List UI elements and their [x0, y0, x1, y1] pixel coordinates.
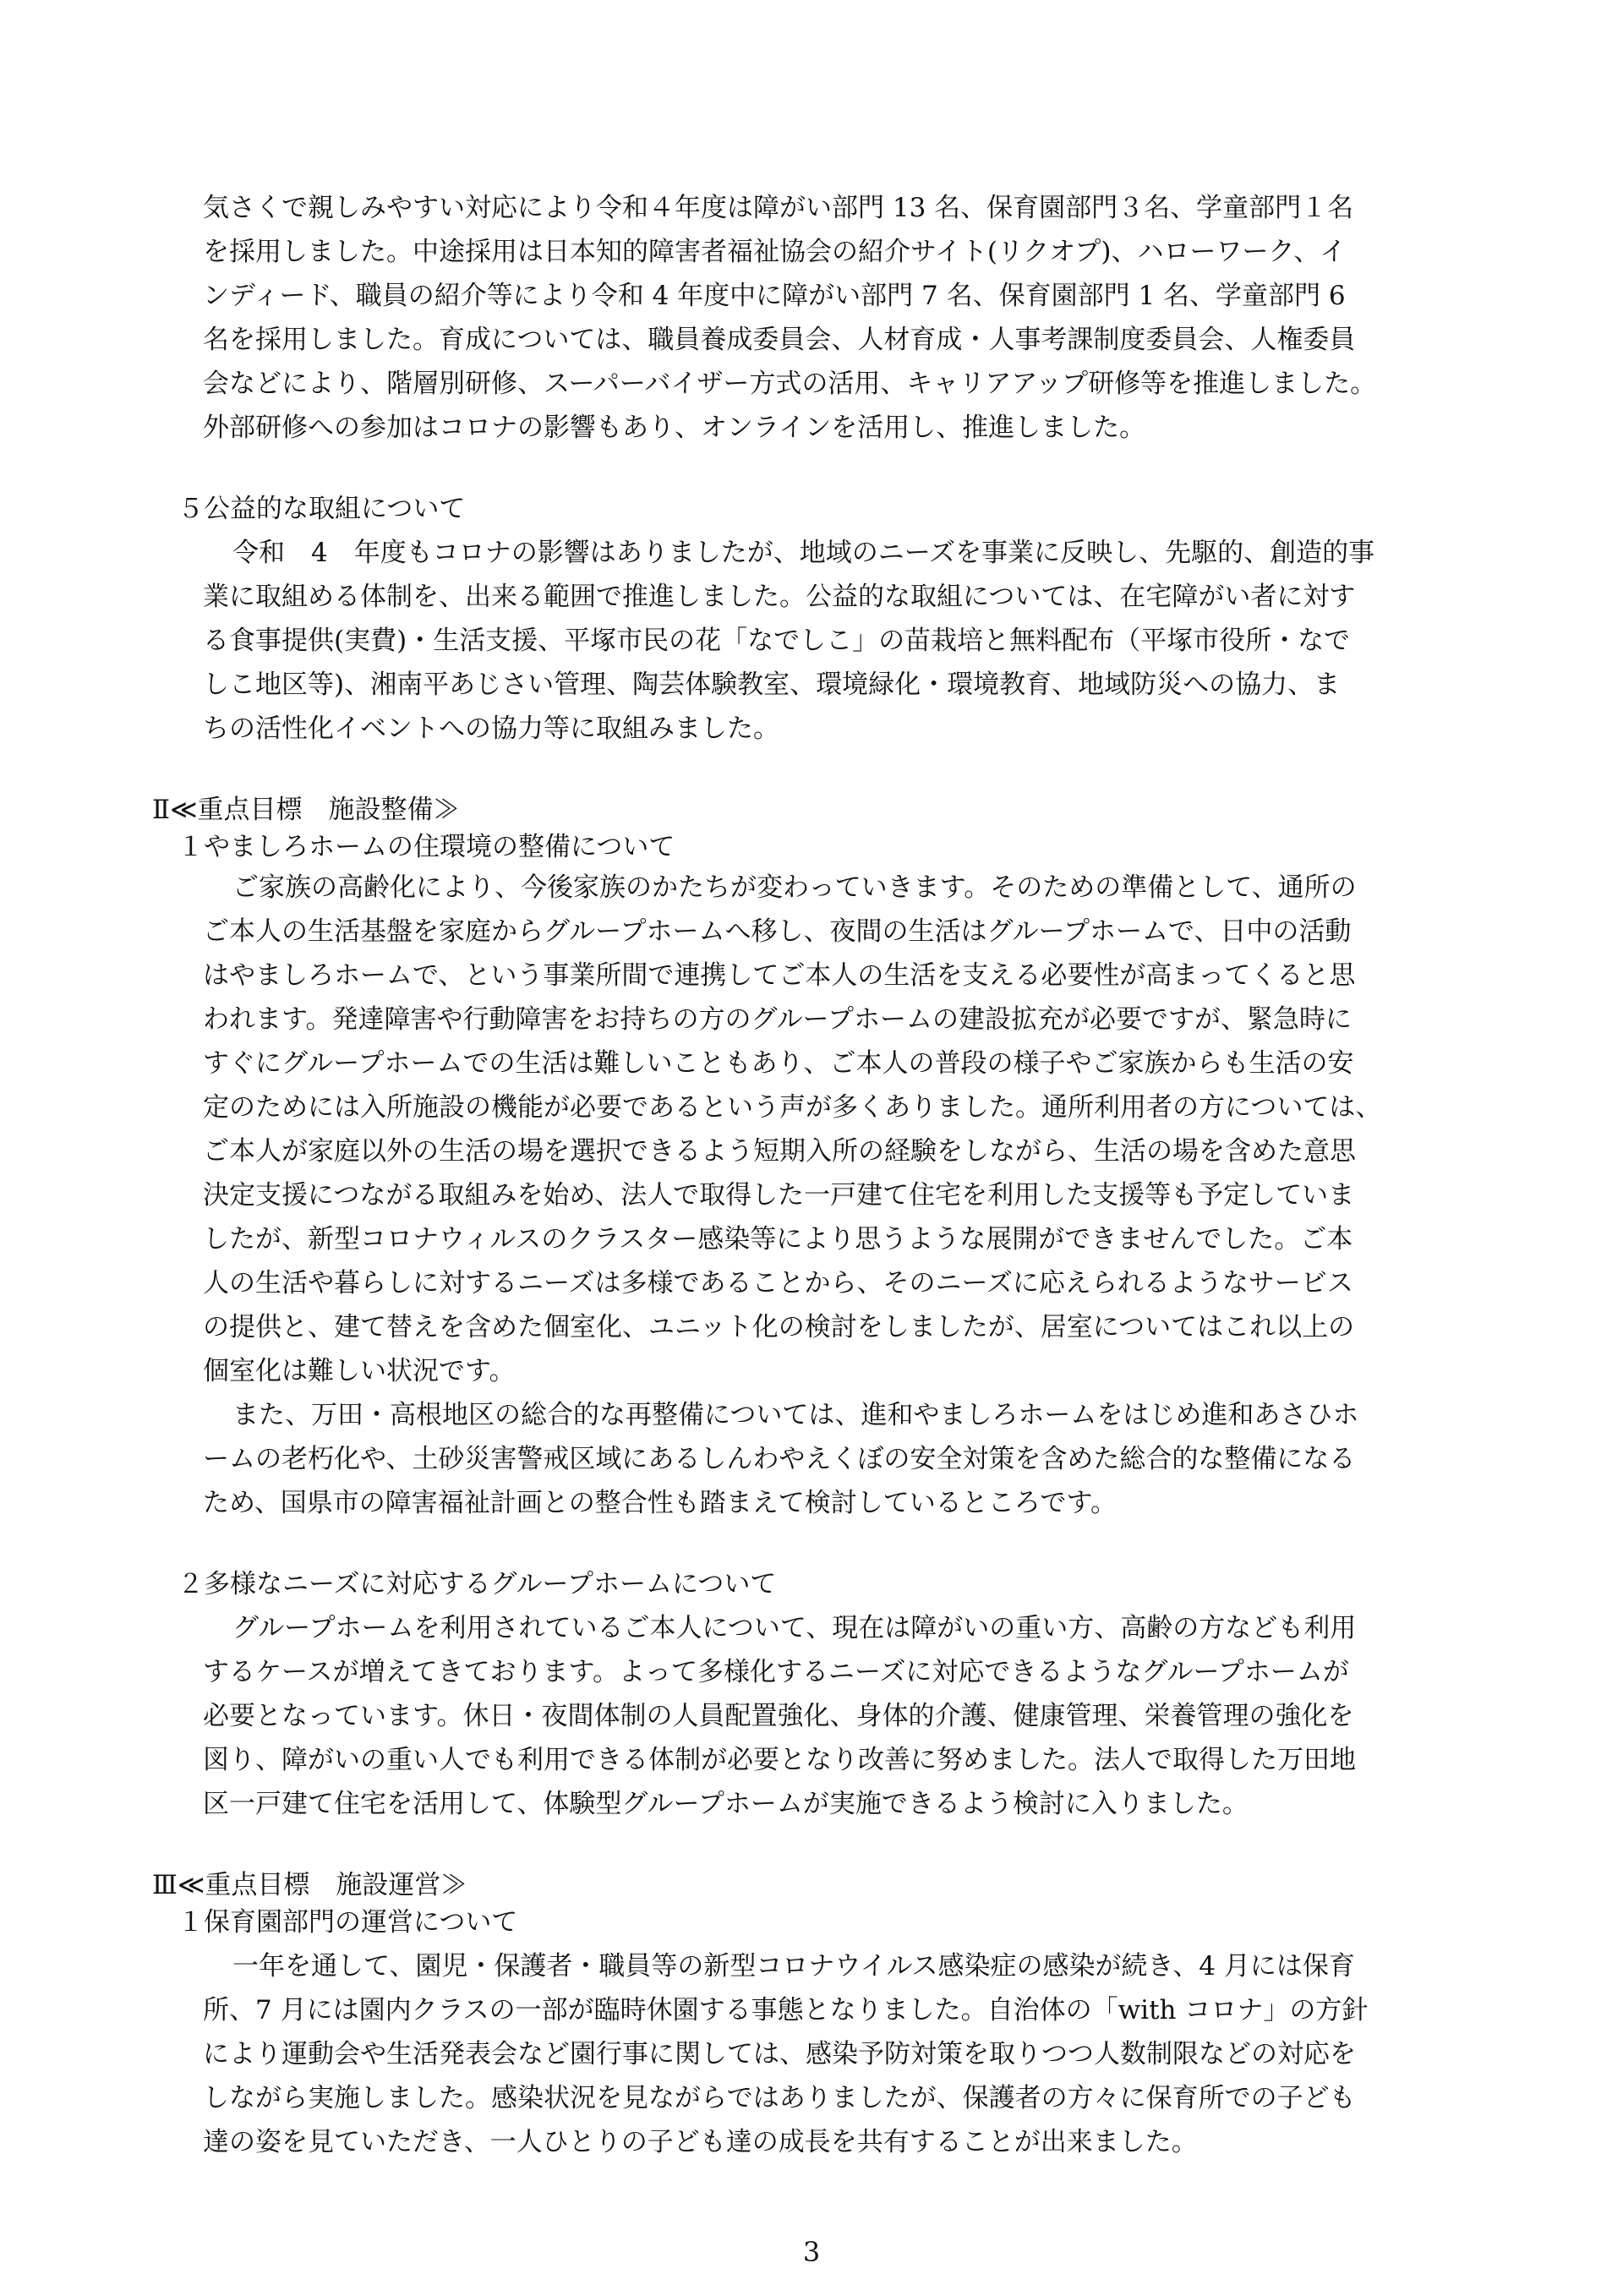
paragraph-line: はやましろホームで、という事業所間で連携してご本人の生活を支える必要性が高まってくると思 [203, 960, 1356, 991]
section-iii-heading: Ⅲ≪重点目標 施設運営≫ [152, 1870, 467, 1900]
paragraph-line: 定のためには入所施設の機能が必要であるという声が多くありました。通所利用者の方については、 [203, 1092, 1382, 1123]
paragraph-line: 区一戸建て住宅を活用して、体験型グループホームが実施できるよう検討に入りました。 [203, 1789, 1249, 1819]
paragraph-line: ームの老朽化や、土砂災害警戒区域にあるしんわやえくぼの安全対策を含めた総合的な整備になる [203, 1444, 1356, 1474]
paragraph-line: 一年を通して、園児・保護者・職員等の新型コロナウイルス感染症の感染が続き、4 月には保育 [232, 1951, 1355, 1982]
paragraph-line: の提供と、建て替えを含めた個室化、ユニット化の検討をしましたが、居室についてはこれ以上の [203, 1312, 1355, 1342]
paragraph-line: 令和 4 年度もコロナの影響はありましたが、地域のニーズを事業に反映し、先駆的、創造的事 [232, 538, 1375, 568]
paragraph-line: を採用しました。中途採用は日本知的障害者福祉協会の紹介サイト(リクオプ)、ハローワーク、イ [203, 237, 1347, 267]
paragraph-line: すぐにグループホームでの生活は難しいこともあり、ご本人の普段の様子やご家族からも生活の安 [203, 1048, 1354, 1079]
paragraph-line: ご家族の高齢化により、今後家族のかたちが変わっていきます。そのための準備として、通所の [232, 872, 1357, 903]
paragraph-line: 個室化は難しい状況です。 [203, 1356, 516, 1386]
paragraph-line: 名を採用しました。育成については、職員養成委員会、人材育成・人事考課制度委員会、人権委員 [203, 325, 1356, 355]
section-5-heading: ５公益的な取組について [178, 494, 466, 524]
paragraph-line: しながら実施しました。感染状況を見ながらではありましたが、保護者の方々に保育所での子ども [203, 2083, 1356, 2113]
section-ii-sub2-heading: ２多様なニーズに対応するグループホームについて [178, 1569, 777, 1599]
paragraph-line: ご本人が家庭以外の生活の場を選択できるよう短期入所の経験をしながら、生活の場を含めた意思 [203, 1136, 1356, 1167]
paragraph-line: 図り、障がいの重い人でも利用できる体制が必要となり改善に努めました。法人で取得した万田地 [203, 1745, 1356, 1775]
paragraph-line: するケースが増えてきております。よって多様化するニーズに対応できるようなグループホームが [203, 1657, 1349, 1687]
paragraph-line: 気さくで親しみやすい対応により令和４年度は障がい部門 13 名、保育園部門３名、学童部門１名 [203, 193, 1354, 223]
paragraph-line: ンディード、職員の紹介等により令和 4 年度中に障がい部門 7 名、保育園部門 1 名、学童部門 6 [203, 281, 1346, 311]
paragraph-line: 必要となっています。休日・夜間体制の人員配置強化、身体的介護、健康管理、栄養管理の強化を [203, 1701, 1354, 1731]
paragraph-line: る食事提供(実費)・生活支援、平塚市民の花「なでしこ」の苗栽培と無料配布（平塚市役所・なで [203, 626, 1351, 656]
paragraph-line: 会などにより、階層別研修、スーパーバイザー方式の活用、キャリアアップ研修等を推進しました。 [203, 369, 1377, 399]
paragraph-line: 外部研修への参加はコロナの影響もあり、オンラインを活用し、推進しました。 [203, 413, 1146, 443]
paragraph-line: 業に取組める体制を、出来る範囲で推進しました。公益的な取組については、在宅障がい者に対す [203, 582, 1356, 612]
paragraph-line: ご本人の生活基盤を家庭からグループホームへ移し、夜間の生活はグループホームで、日中の活動 [203, 916, 1352, 947]
page-number: 3 [802, 2236, 821, 2268]
paragraph-line: 達の姿を見ていただき、一人ひとりの子ども達の成長を共有することが出来ました。 [203, 2127, 1198, 2157]
section-ii-heading: Ⅱ≪重点目標 施設整備≫ [152, 795, 460, 825]
paragraph-line: 所、7 月には園内クラスの一部が臨時休園する事態となりました。自治体の「with コロナ」の方針 [203, 1995, 1369, 2025]
section-ii-sub1-heading: １やましろホームの住環境の整備について [178, 832, 675, 862]
paragraph-line: グループホームを利用されているご本人について、現在は障がいの重い方、高齢の方なども利用 [232, 1613, 1357, 1643]
paragraph-line: また、万田・高根地区の総合的な再整備については、進和やましろホームをはじめ進和あさひホ [232, 1400, 1359, 1430]
paragraph-line: したが、新型コロナウィルスのクラスター感染等により思うような展開ができませんでした。ご本 [203, 1224, 1353, 1255]
paragraph-line: ちの活性化イベントへの協力等に取組みました。 [203, 713, 779, 744]
paragraph-line: しこ地区等)、湘南平あじさい管理、陶芸体験教室、環境緑化・環境教育、地域防災への協力、ま [203, 670, 1341, 700]
paragraph-line: 決定支援につながる取組みを始め、法人で取得した一戸建て住宅を利用した支援等も予定していま [203, 1180, 1355, 1211]
paragraph-line: 人の生活や暮らしに対するニーズは多様であることから、そのニーズに応えられるようなサービス [203, 1268, 1353, 1298]
paragraph-line: により運動会や生活発表会など園行事に関しては、感染予防対策を取りつつ人数制限などの対応を [203, 2039, 1356, 2069]
paragraph-line: ため、国県市の障害福祉計画との整合性も踏まえて検討しているところです。 [203, 1488, 1117, 1518]
section-iii-sub1-heading: １保育園部門の運営について [178, 1907, 518, 1938]
paragraph-line: われます。発達障害や行動障害をお持ちの方のグループホームの建設拡充が必要ですが、緊急時に [203, 1004, 1352, 1035]
